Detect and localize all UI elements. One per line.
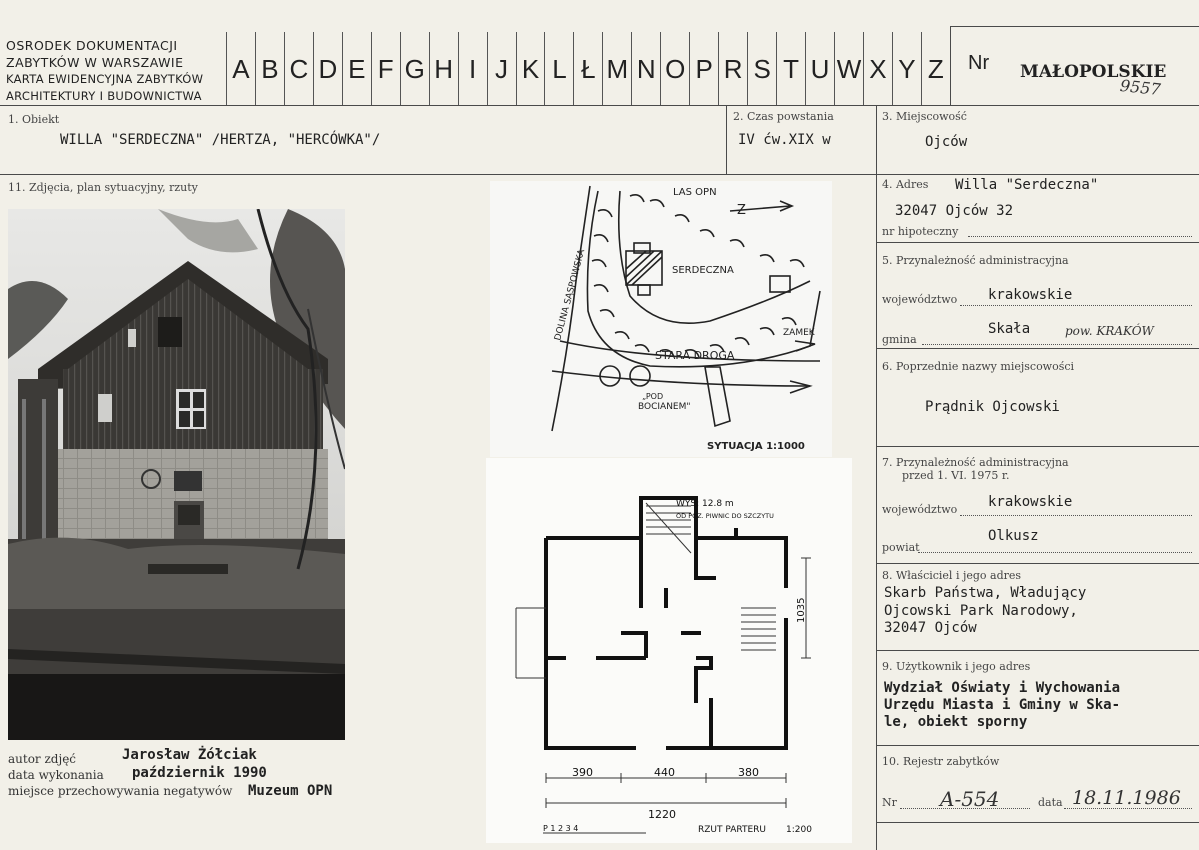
przynaleznosc-label: 5. Przynależność administracyjna xyxy=(882,254,1069,267)
index-letter: G xyxy=(400,32,429,106)
index-letter: B xyxy=(255,32,284,106)
index-letter: X xyxy=(863,32,892,106)
plan-scale-ticks: P 1 2 3 4 xyxy=(543,824,579,833)
index-letter: R xyxy=(718,32,747,106)
wojewodztwo-value: krakowskie xyxy=(988,287,1073,303)
sketch-dolina-label: DOLINA SĄSPOWSKA xyxy=(553,248,588,342)
autor-label: autor zdjęć xyxy=(8,752,77,766)
wojewodztwo-label: województwo xyxy=(882,293,958,306)
situation-plan-sketch xyxy=(490,181,832,457)
organization-header xyxy=(6,38,203,104)
index-letter: U xyxy=(805,32,834,106)
rejestr-data-value: 18.11.1986 xyxy=(1072,787,1181,809)
uzytkownik-label: 9. Użytkownik i jego adres xyxy=(882,660,1031,673)
adres-line-1: Willa "Serdeczna" xyxy=(955,177,1099,193)
czas-value: IV ćw.XIX w xyxy=(738,132,831,148)
uzytkownik-line-2: Urzędu Miasta i Gminy w Ska- xyxy=(884,697,1121,713)
nr-label: Nr xyxy=(968,52,990,74)
index-letter: E xyxy=(342,32,371,106)
sketch-scale-label: SYTUACJA 1:1000 xyxy=(707,441,805,452)
index-letter: J xyxy=(487,32,516,106)
obiekt-value: WILLA "SERDECZNA" /HERTZA, "HERCÓWKA"/ xyxy=(60,132,381,148)
org-line-1: OSRODEK DOKUMENTACJI xyxy=(6,38,178,53)
index-letter: D xyxy=(313,32,342,106)
przynaleznosc-1975-label-2: przed 1. VI. 1975 r. xyxy=(902,469,1010,482)
org-line-4: ARCHITEKTURY I BUDOWNICTWA xyxy=(6,88,202,103)
index-letter: O xyxy=(660,32,689,106)
index-letter: H xyxy=(429,32,458,106)
alphabet-index xyxy=(226,32,950,106)
poprzednie-label: 6. Poprzednie nazwy miejscowości xyxy=(882,360,1075,373)
adres-line-2: 32047 Ojców 32 xyxy=(895,203,1014,219)
uzytkownik-line-3: le, obiekt sporny xyxy=(884,714,1028,730)
obiekt-label: 1. Obiekt xyxy=(8,113,60,126)
miejsce-value: Muzeum OPN xyxy=(248,783,333,799)
building-photo xyxy=(8,209,345,740)
plan-dim-total: 1220 xyxy=(648,808,676,821)
index-letter: K xyxy=(516,32,545,106)
wlasciciel-line-2: Ojcowski Park Narodowy, xyxy=(884,603,1078,619)
wojewodztwo-1975-value: krakowskie xyxy=(988,494,1073,510)
gmina-label: gmina xyxy=(882,333,917,346)
index-letter: F xyxy=(371,32,400,106)
miejscowosc-label: 3. Miejscowość xyxy=(882,110,967,123)
czas-label: 2. Czas powstania xyxy=(733,110,834,123)
index-letter: T xyxy=(776,32,805,106)
uzytkownik-line-1: Wydział Oświaty i Wychowania xyxy=(884,680,1121,696)
index-letter: L xyxy=(544,32,573,106)
gmina-value: Skała xyxy=(988,321,1031,337)
svg-text:Z: Z xyxy=(737,203,746,218)
sketch-droga-label: STARA DROGA xyxy=(655,349,735,362)
region-name: MAŁOPOLSKIE xyxy=(1020,62,1167,82)
rejestr-nr-label: Nr xyxy=(882,796,897,809)
index-letter: A xyxy=(226,32,255,106)
rejestr-nr-value: A-554 xyxy=(940,787,1000,811)
powiat-label: powiat xyxy=(882,541,920,554)
index-letter: S xyxy=(747,32,776,106)
poprzednie-value: Prądnik Ojcowski xyxy=(925,399,1060,415)
index-letter: M xyxy=(602,32,631,106)
rejestr-label: 10. Rejestr zabytków xyxy=(882,755,1000,768)
miejscowosc-value: Ojców xyxy=(925,134,968,150)
card-number: 9557 xyxy=(1119,75,1162,100)
plan-dim-right: 1035 xyxy=(796,597,807,623)
index-letter: P xyxy=(689,32,718,106)
wojewodztwo-1975-label: województwo xyxy=(882,503,958,516)
sketch-las-label: LAS OPN xyxy=(673,187,717,198)
plan-title: RZUT PARTERU xyxy=(698,825,766,835)
index-letter: Y xyxy=(892,32,921,106)
plan-dim-a: 390 xyxy=(572,766,593,779)
przynaleznosc-1975-label: 7. Przynależność administracyjna xyxy=(882,456,1069,469)
index-letter: Z xyxy=(921,32,950,106)
data-label: data wykonania xyxy=(8,768,104,782)
sketch-zamek-label: ZAMEK xyxy=(783,328,815,338)
gmina-note: pow. KRAKÓW xyxy=(1065,324,1154,338)
wlasciciel-line-1: Skarb Państwa, Władujący xyxy=(884,585,1087,601)
index-letter: C xyxy=(284,32,313,106)
rejestr-data-label: data xyxy=(1038,796,1063,809)
autor-value: Jarosław Żółciak xyxy=(122,747,257,763)
plan-dim-b: 440 xyxy=(654,766,675,779)
wlasciciel-label: 8. Właściciel i jego adres xyxy=(882,569,1022,582)
powiat-value: Olkusz xyxy=(988,528,1039,544)
plan-scale: 1:200 xyxy=(786,825,812,835)
index-letter: I xyxy=(458,32,487,106)
org-line-2: ZABYTKÓW W WARSZAWIE xyxy=(6,54,184,70)
hipoteczny-label: nr hipoteczny xyxy=(882,225,959,238)
plan-height-note: OD POZ. PIWNIC DO SZCZYTU xyxy=(676,512,774,520)
floor-plan-drawing xyxy=(486,458,852,843)
index-letter: N xyxy=(631,32,660,106)
sketch-serdeczna-label: SERDECZNA xyxy=(672,265,734,276)
data-value: październik 1990 xyxy=(132,765,267,781)
sketch-bocianem-label: BOCIANEM" xyxy=(638,402,691,412)
sketch-pod-label: „POD xyxy=(642,392,664,401)
index-letter: W xyxy=(834,32,863,106)
adres-label: 4. Adres xyxy=(882,178,929,191)
plan-height-label: WYS: 12.8 m xyxy=(676,499,734,509)
index-letter: Ł xyxy=(573,32,602,106)
org-line-3: KARTA EWIDENCYJNA ZABYTKÓW xyxy=(6,72,204,87)
zdjecia-label: 11. Zdjęcia, plan sytuacyjny, rzuty xyxy=(8,181,198,194)
plan-dim-c: 380 xyxy=(738,766,759,779)
wlasciciel-line-3: 32047 Ojców xyxy=(884,620,977,636)
miejsce-label: miejsce przechowywania negatywów xyxy=(8,784,233,798)
